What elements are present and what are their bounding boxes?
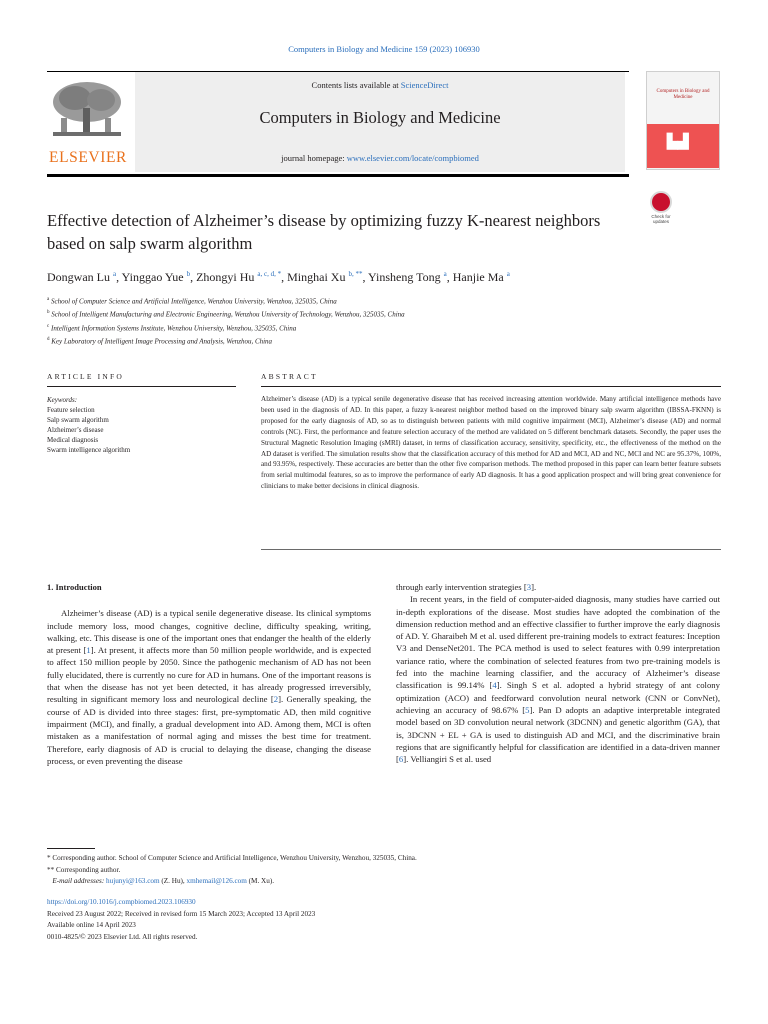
journal-homepage-link[interactable]: www.elsevier.com/locate/compbiomed (346, 153, 479, 163)
paragraph-text: ]. At present, it affects more than 50 million people worldwide, and is expected to affect 150 million people by 2050. Since the pathogenic mechanism of AD has not been fully elucidated, there is currently no cure for AD in humans. One of the important reasons is that when the disease has not yet been detected, it has already progressed irreversibly, resulting in significant memory loss and neurological decline [ (47, 645, 371, 705)
paper-title: Effective detection of Alzheimer’s disease by optimizing fuzzy K-nearest neighbors based on salp swarm algorithm (47, 211, 601, 253)
doi-block (47, 897, 727, 943)
author-affiliation-marker[interactable]: a, c, d, * (257, 270, 282, 278)
author-list: Dongwan Lu $^a$, Yinggao Yue $^b$, Zhongyi Hu $^{a, c, d, *}$, Minghai Xu $^{b, **}$, Yinsheng Tong $^a$, Hanjie Ma $^a$ (47, 270, 510, 284)
contents-prefix: Contents lists available at (311, 80, 401, 90)
author-affiliation-marker[interactable]: a (113, 270, 117, 278)
intro-paragraph-continued (396, 581, 720, 593)
affiliation-item (47, 307, 727, 320)
keyword: Feature selection (47, 406, 95, 414)
affiliation-item (47, 334, 727, 347)
paragraph-text: Alzheimer’s disease (AD) is a typical senile degenerative disease. Its clinical symptoms include memory loss, mood changes, cognitive decline, difficulty speaking, writing, walking, etc. This disease is one of the important ones that endanger the health of the elderly at present [ (47, 608, 371, 656)
homepage-prefix: journal homepage: (281, 153, 347, 163)
email-line (47, 876, 727, 888)
email-label: E-mail addresses: (52, 877, 105, 885)
journal-cover-thumbnail[interactable] (646, 71, 720, 170)
affiliation-item (47, 294, 727, 307)
copyright-line: 0010-4825/© 2023 Elsevier Ltd. All rights reserved. (47, 932, 198, 941)
author-name[interactable]: Dongwan Lu (47, 270, 110, 284)
citation-link[interactable]: 3 (526, 582, 532, 592)
paragraph-text: ]. Velliangiri S et al. used (403, 754, 492, 765)
author-affiliation-marker[interactable]: b (186, 270, 191, 278)
author-name[interactable]: Zhongyi Hu (196, 270, 255, 284)
available-online: Available online 14 April 2023 (47, 921, 136, 929)
affiliation-text: Key Laboratory of Intelligent Image Processing and Analysis, Wenzhou, China (51, 337, 273, 346)
cover-band (647, 124, 719, 168)
keyword: Salp swarm algorithm (47, 416, 109, 424)
article-info-rule (47, 386, 236, 387)
paragraph-text: ]. Pan D adopts an adaptive interpretable integrated model based on 3D convolution neural network (3DCNN) and genetic algorithm (GA), that is, 3DCNN + EL + GA is used to distinguish AD and MCI, and the discriminative brain regions that are significantly helpful for classification are identified in a data-driven manner [ (396, 704, 721, 765)
citation-link[interactable]: 2 (273, 694, 279, 705)
elsevier-wordmark: ELSEVIER (49, 149, 127, 166)
body-column-right (396, 581, 720, 765)
keyword: Swarm intelligence algorithm (47, 446, 131, 454)
masthead (47, 71, 629, 177)
sciencedirect-link[interactable]: ScienceDirect (400, 80, 449, 90)
author-name[interactable]: Minghai Xu (287, 270, 346, 284)
paragraph-text: ]. Singh S et al. adopted a hybrid strategy of ant colony optimization (ACO) and feedforward convolution neural network (CNN or ConvNet), achieving an accuracy of 98.67% [ (396, 680, 720, 715)
author-affiliation-marker[interactable]: a (443, 270, 447, 278)
keywords-block (47, 395, 236, 455)
masthead-box (135, 72, 625, 172)
abstract-heading: ABSTRACT (261, 372, 318, 381)
intro-paragraph-2 (396, 593, 720, 765)
corresponding-author-note-2: ** Corresponding author. (47, 865, 121, 874)
affiliation-text: School of Intelligent Manufacturing and Electronic Engineering, Wenzhou University of Technology, Wenzhou, 325035, China (51, 310, 405, 319)
journal-name: Computers in Biology and Medicine (259, 108, 501, 127)
keyword: Medical diagnosis (47, 436, 99, 444)
crossmark-icon (650, 191, 672, 213)
received-dates: Received 23 August 2022; Received in revised form 15 March 2023; Accepted 13 April 2023 (47, 909, 316, 918)
paragraph-text: ]. Generally speaking, the course of AD is divided into three stages: first, pre-symptomatic AD, then mild cognitive impairment (MCI), and finally, a gradual development into AD. Among them, MCI is often mistaken as a manifestation of normal aging and misses the best time for treatment. Therefore, early diagnosis of AD is crucial to delaying the disease, changing the disease process, or even preventing the disease (47, 694, 371, 766)
affiliation-item (47, 321, 727, 334)
citation-link[interactable]: 1 (86, 645, 91, 656)
affiliation-key: a (47, 297, 50, 302)
cover-title: Computers in Biology and Medicine (656, 89, 710, 100)
citation-link[interactable]: 5 (525, 704, 530, 715)
author-affiliation-marker[interactable]: a (506, 270, 510, 278)
affiliation-list (47, 294, 727, 347)
abstract-text: Alzheimer’s disease (AD) is a typical senile degenerative disease that has received increasing attention worldwide. Many artificial intelligence methods have been used in the diagnosis of AD. In this paper, a fuzzy k-nearest neighbor method based on the improved binary salp swarm algorithm (IBSSA-FKNN) is proposed for the early diagnosis of AD, so as to distinguish between patients with mild cognitive impairment (MCI), Alzheimer’s disease (AD) and normal controls (NC). First, the performance and feature selection accuracy of the method are validated on 5 different benchmark datasets. Secondly, the paper uses the Structural Magnetic Resolution Imaging (sMRI) dataset, in terms of classification accuracy, sensitivity, specificity, etc., the effectiveness of the method on the AD dataset is verified. The simulation results show that the classification accuracy of this method for AD and MCI, AD and NC, MCI and NC are 95.37%, 100%, and 93.95%, respectively. These accuracies are better than the other five comparison methods. The method proposed in this paper can learn better feature subsets from serial multimodal features, so as to improve the performance of early AD diagnosis. It has a good application prospect and will bring great convenience for clinicians to make better decisions in clinical diagnosis. (261, 395, 721, 491)
crossmark-label: Check for updates (651, 214, 671, 224)
affiliation-text: Intelligent Information Systems Institute, Wenzhou University, Wenzhou, 325035, China (50, 323, 297, 332)
author-name[interactable]: Hanjie Ma (452, 270, 504, 284)
elsevier-tree-logo (47, 78, 127, 142)
citation-link[interactable]: 6 (398, 754, 404, 765)
section-heading-introduction: 1. Introduction (47, 582, 102, 592)
footnote-rule (47, 848, 95, 849)
keyword: Alzheimer’s disease (47, 426, 104, 434)
email-link[interactable]: hujunyi@163.com (106, 877, 160, 885)
homepage-line (135, 153, 625, 163)
corresponding-author-note: * Corresponding author. School of Computer Science and Artificial Intelligence, Wenzhou University, Wenzhou, 325035, China. (47, 854, 417, 862)
paragraph-text: ]. (531, 582, 537, 592)
author-name[interactable]: Yinggao Yue (121, 270, 184, 284)
author-affiliation-marker[interactable]: b, ** (348, 270, 363, 278)
intro-paragraph-1 (47, 607, 371, 767)
crossmark-button[interactable] (646, 191, 676, 231)
cover-logo-icon: ▙▟ (667, 135, 689, 150)
email-link[interactable]: xmhemail@126.com (186, 877, 247, 885)
paragraph-text: through early intervention strategies [ (396, 582, 527, 592)
citation-link[interactable]: 4 (492, 680, 497, 691)
affiliation-text: School of Computer Science and Artificial Intelligence, Wenzhou University, Wenzhou, 325035, China (50, 297, 337, 306)
article-info-heading: ARTICLE INFO (47, 372, 124, 381)
footnotes (47, 853, 727, 888)
email-owner: (Z. Hu), (159, 877, 187, 885)
affiliation-key: d (47, 336, 50, 342)
doi-link[interactable]: https://doi.org/10.1016/j.compbiomed.2023.106930 (47, 898, 196, 906)
journal-citation[interactable]: Computers in Biology and Medicine 159 (2023) 106930 (288, 44, 480, 54)
keywords-label: Keywords: (47, 396, 78, 404)
body-column-left (47, 581, 371, 767)
abstract-rule-bottom (261, 549, 721, 550)
affiliation-key: c (47, 323, 50, 329)
affiliation-key: b (47, 310, 50, 316)
paragraph-text: In recent years, in the field of computer-aided diagnosis, many studies have carried out in-depth explorations of the disease. Most studies have adopted the combination of the dimension reduction method and an effective classifier to further improve the early diagnosis of AD. Y. Gharaibeh M et al. used different pre-training models to extract features: Inception V3 and DenseNet201. The PCA method is used to select features with 0.99 interpretation variance ratio, where the combination of selected features from two pre-training models is fed into the machine learning classifier, and the accuracy of Alzheimer’s disease classification is 99.14% [ (396, 594, 720, 691)
author-name[interactable]: Yinsheng Tong (368, 270, 441, 284)
email-owner: (M. Xu). (246, 877, 275, 885)
abstract-rule-top (261, 386, 721, 387)
contents-line (135, 80, 625, 90)
